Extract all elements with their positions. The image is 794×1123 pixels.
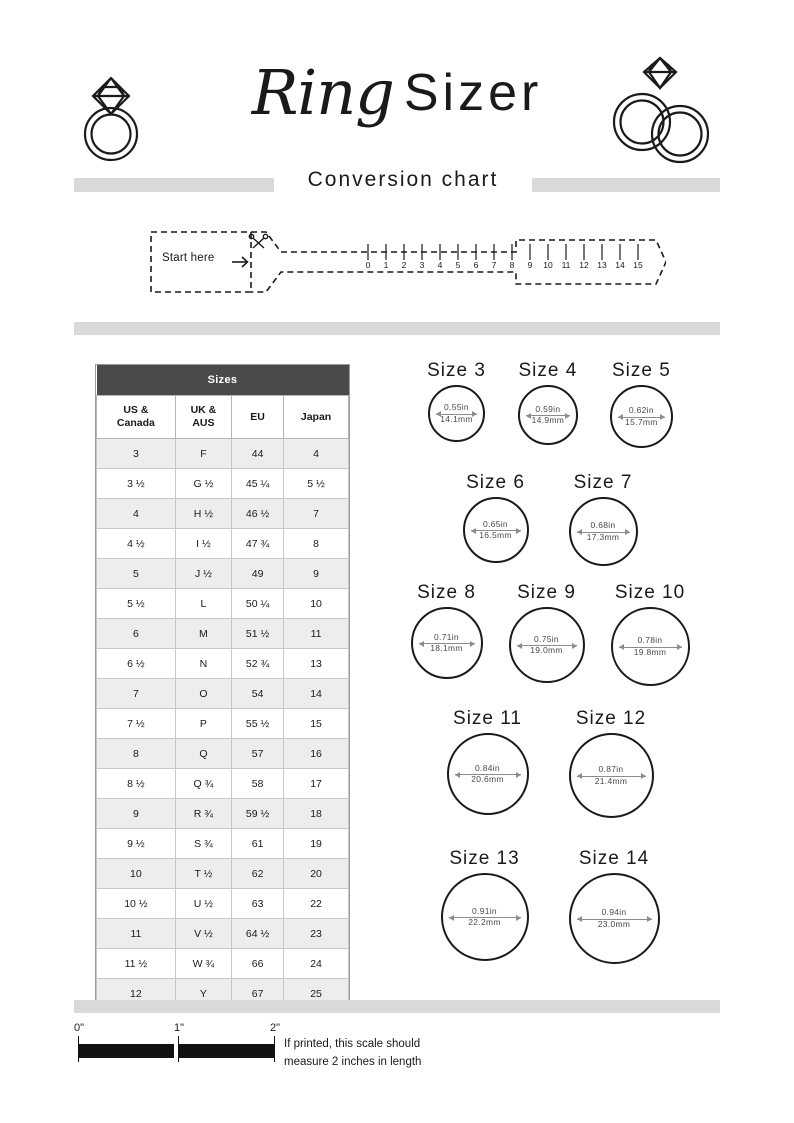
- scale-note: [284, 1036, 564, 1072]
- table-column-header: US & Canada: [97, 396, 176, 439]
- table-cell: 4: [284, 439, 349, 469]
- table-cell: 4: [97, 499, 176, 529]
- table-cell: O: [175, 679, 231, 709]
- table-cell: 7 ½: [97, 709, 176, 739]
- table-cell: 5: [97, 559, 176, 589]
- ring-row: [370, 848, 730, 965]
- ring-measurement: [598, 907, 631, 930]
- ring-size-label: Size 12: [575, 708, 647, 729]
- ring-measurement-mm: 19.8mm: [633, 646, 667, 657]
- ring-circle-holder: [569, 732, 654, 819]
- ring-size-label: Size 11: [453, 708, 522, 729]
- table-row: [97, 439, 349, 469]
- ring-measurement-mm: 21.4mm: [594, 775, 628, 786]
- table-cell: 64 ½: [232, 919, 284, 949]
- strip-tick-label: 14: [615, 260, 625, 270]
- table-cell: 6: [97, 619, 176, 649]
- ring-circle: [509, 607, 585, 683]
- scale-label-1: 1": [174, 1022, 185, 1034]
- table-row: [97, 919, 349, 949]
- printable-ring-sizer-strip: [146, 226, 666, 298]
- table-cell: P: [175, 709, 231, 739]
- table-cell: 67: [232, 979, 284, 1009]
- ring-circle-holder: [518, 384, 578, 446]
- strip-tick-label: 9: [527, 260, 533, 270]
- ring-measurement: [440, 402, 473, 425]
- ring-measurement-mm: 22.2mm: [468, 917, 501, 927]
- table-cell: 52 ¾: [232, 649, 284, 679]
- table-column-header: EU: [232, 396, 284, 439]
- ring-row: [370, 708, 730, 819]
- table-cell: 25: [284, 979, 349, 1009]
- table-cell: 8: [284, 529, 349, 559]
- subtitle-bar-right: [510, 178, 720, 192]
- table-cell: 5 ½: [97, 589, 176, 619]
- table-row: [97, 619, 349, 649]
- table-cell: Y: [175, 979, 231, 1009]
- ring-measurement: [430, 632, 463, 655]
- ring-circle-holder: [411, 606, 483, 680]
- table-cell: 11 ½: [97, 949, 176, 979]
- ring-size-label: Size 3: [427, 360, 486, 381]
- scale-tick-1: [178, 1036, 179, 1062]
- table-row: [97, 739, 349, 769]
- ring-size-diagram: [447, 708, 529, 819]
- ring-measurement-inches: 0.55in: [444, 402, 469, 413]
- strip-tick-label: 5: [455, 260, 461, 270]
- scale-bar-first-inch: [78, 1044, 174, 1058]
- strip-tick-label: 3: [419, 260, 425, 270]
- scale-label-2: 2": [270, 1022, 281, 1034]
- table-cell: 22: [284, 889, 349, 919]
- table-cell: 63: [232, 889, 284, 919]
- table-cell: 19: [284, 829, 349, 859]
- ring-measurement-inches: 0.59in: [535, 403, 561, 414]
- table-cell: R ¾: [175, 799, 231, 829]
- table-cell: 9: [97, 799, 176, 829]
- ring-size-label: Size 14: [578, 848, 650, 869]
- start-here-label: Start here: [162, 252, 215, 264]
- table-row: [97, 859, 349, 889]
- page-title-plain: Sizer: [403, 63, 543, 122]
- print-calibration-scale: [74, 1022, 720, 1088]
- table-cell: 54: [232, 679, 284, 709]
- ring-circle: [428, 385, 485, 442]
- size-conversion-table: [95, 364, 350, 1010]
- ring-size-diagram: [569, 848, 660, 965]
- double-diamond-ring-icon: [600, 52, 720, 177]
- table-cell: S ¾: [175, 829, 231, 859]
- table-row: [97, 559, 349, 589]
- ring-measurement-inches: 0.75in: [534, 633, 559, 644]
- strip-tick-label: 0: [365, 260, 371, 270]
- table-cell: Q ¾: [175, 769, 231, 799]
- table-cell: 47 ¾: [232, 529, 284, 559]
- strip-tick-label: 1: [383, 260, 389, 270]
- ring-measurement-mm: 16.5mm: [479, 530, 512, 540]
- ring-circle-holder: [569, 872, 660, 965]
- table-cell: 8: [97, 739, 176, 769]
- ring-size-diagram: [463, 472, 529, 567]
- divider-bar-top: [74, 322, 720, 335]
- ring-measurement-inches: 0.91in: [472, 905, 497, 916]
- table-cell: 61: [232, 829, 284, 859]
- subtitle-bar-left: [74, 178, 284, 192]
- table-cell: 51 ½: [232, 619, 284, 649]
- ring-circle-holder: [427, 384, 486, 443]
- table-column-headers: [97, 396, 349, 439]
- table-cell: 16: [284, 739, 349, 769]
- table-cell: 12: [97, 979, 176, 1009]
- table-title: Sizes: [97, 365, 349, 396]
- table-cell: 13: [284, 649, 349, 679]
- ring-size-diagram: [441, 848, 529, 965]
- ring-measurement-mm: 17.3mm: [586, 531, 620, 542]
- ring-circle: [411, 607, 483, 679]
- ring-size-label: Size 6: [466, 472, 525, 493]
- ring-size-label: Size 8: [417, 582, 476, 603]
- ring-circle-holder: [441, 872, 529, 962]
- table-cell: N: [175, 649, 231, 679]
- table-cell: 8 ½: [97, 769, 176, 799]
- table-cell: 14: [284, 679, 349, 709]
- ring-circle: [463, 497, 529, 563]
- ring-measurement-mm: 19.0mm: [530, 645, 563, 655]
- ring-measurement-inches: 0.94in: [601, 907, 627, 918]
- table-cell: 7: [97, 679, 176, 709]
- table-cell: U ½: [175, 889, 231, 919]
- table-cell: H ½: [175, 499, 231, 529]
- ring-size-diagram: [427, 360, 486, 449]
- ring-size-diagram: [610, 360, 673, 449]
- table-cell: 45 ¼: [232, 469, 284, 499]
- ring-measurement-mm: 23.0mm: [597, 918, 631, 929]
- table-cell: 50 ¼: [232, 589, 284, 619]
- ring-circle: [569, 873, 660, 964]
- table-cell: I ½: [175, 529, 231, 559]
- table-cell: 4 ½: [97, 529, 176, 559]
- scale-bar-second-inch: [178, 1044, 274, 1058]
- table-row: [97, 949, 349, 979]
- ring-circle-holder: [463, 496, 529, 564]
- table-row: [97, 589, 349, 619]
- table-cell: 5 ½: [284, 469, 349, 499]
- ring-size-label: Size 5: [612, 360, 671, 381]
- ring-size-label: Size 4: [518, 360, 578, 381]
- ring-measurement-inches: 0.84in: [475, 762, 500, 773]
- table-row: [97, 529, 349, 559]
- table-cell: 46 ½: [232, 499, 284, 529]
- table-cell: 18: [284, 799, 349, 829]
- ring-measurement: [468, 906, 501, 929]
- ring-measurement: [595, 764, 628, 787]
- table-cell: 55 ½: [232, 709, 284, 739]
- ring-measurement-inches: 0.71in: [434, 631, 459, 642]
- ring-size-diagram: [611, 582, 690, 687]
- table-cell: M: [175, 619, 231, 649]
- table-cell: 23: [284, 919, 349, 949]
- strip-tick-label: 2: [401, 260, 407, 270]
- table-cell: 6 ½: [97, 649, 176, 679]
- ring-size-label: Size 9: [517, 582, 576, 603]
- ring-measurement-inches: 0.68in: [590, 520, 616, 531]
- ring-circle-holder: [569, 496, 638, 567]
- table-cell: 7: [284, 499, 349, 529]
- ring-circle: [569, 497, 638, 566]
- table-row: [97, 889, 349, 919]
- ring-measurement-mm: 15.7mm: [625, 416, 658, 427]
- strip-tick-label: 7: [491, 260, 497, 270]
- ring-circle: [569, 733, 654, 818]
- table-column-header: Japan: [284, 396, 349, 439]
- table-cell: 62: [232, 859, 284, 889]
- strip-tick-label: 8: [509, 260, 515, 270]
- table-cell: V ½: [175, 919, 231, 949]
- strip-tick-label: 6: [473, 260, 479, 270]
- ring-circle-holder: [509, 606, 585, 684]
- ring-measurement: [471, 763, 504, 786]
- table-cell: 11: [97, 919, 176, 949]
- ring-size-label: Size 10: [614, 582, 686, 603]
- scale-note-line1: If printed, this scale should: [284, 1038, 421, 1050]
- table-cell: L: [175, 589, 231, 619]
- table-cell: 58: [232, 769, 284, 799]
- page-header: [0, 38, 794, 168]
- strip-tick-labels: [146, 260, 666, 274]
- table-row: [97, 679, 349, 709]
- ring-size-diagram: [569, 472, 638, 567]
- ring-circle: [611, 607, 690, 686]
- ring-measurement-inches: 0.87in: [598, 764, 624, 775]
- table-cell: 59 ½: [232, 799, 284, 829]
- ring-size-diagram: [518, 360, 578, 449]
- strip-tick-label: 12: [579, 260, 589, 270]
- table-cell: 66: [232, 949, 284, 979]
- table-row: [97, 709, 349, 739]
- table-row: [97, 499, 349, 529]
- ring-measurement-inches: 0.62in: [628, 405, 654, 416]
- ring-measurement-mm: 14.9mm: [531, 415, 565, 425]
- ring-circle-holder: [611, 606, 690, 687]
- table-cell: 10: [97, 859, 176, 889]
- page-title-script: Ring: [251, 56, 394, 129]
- ring-circle: [447, 733, 529, 815]
- ring-size-label: Size 7: [573, 472, 633, 493]
- ring-circle-holder: [610, 384, 673, 449]
- ring-measurement-inches: 0.65in: [483, 518, 508, 529]
- table-row: [97, 649, 349, 679]
- table-cell: 3: [97, 439, 176, 469]
- ring-row: [370, 582, 730, 687]
- strip-tick-label: 15: [633, 260, 643, 270]
- scale-tick-0: [78, 1036, 79, 1062]
- table-cell: 17: [284, 769, 349, 799]
- ring-circle: [518, 385, 578, 445]
- table-cell: J ½: [175, 559, 231, 589]
- ring-circle: [441, 873, 529, 961]
- divider-bar-bottom: [74, 1000, 720, 1013]
- subtitle-band: [74, 168, 720, 192]
- ring-size-label: Size 13: [449, 848, 520, 869]
- ring-row: [370, 360, 730, 449]
- table-column-header: UK & AUS: [175, 396, 231, 439]
- ring-measurement: [587, 520, 620, 543]
- scale-tick-2: [274, 1036, 275, 1062]
- table-cell: 3 ½: [97, 469, 176, 499]
- ring-size-diagram: [509, 582, 585, 687]
- ring-measurement: [532, 404, 565, 427]
- subtitle-text: Conversion chart: [274, 168, 532, 192]
- scale-label-0: 0": [74, 1022, 85, 1034]
- table-cell: 10 ½: [97, 889, 176, 919]
- table-cell: F: [175, 439, 231, 469]
- ring-circle-holder: [447, 732, 529, 816]
- ring-measurement-mm: 20.6mm: [471, 774, 504, 784]
- strip-tick-label: 10: [543, 260, 553, 270]
- table-cell: T ½: [175, 859, 231, 889]
- ring-size-diagram: [569, 708, 654, 819]
- table-cell: 49: [232, 559, 284, 589]
- strip-tick-label: 11: [561, 260, 571, 270]
- ring-circle: [610, 385, 673, 448]
- table-body: [97, 439, 349, 1009]
- table-cell: 24: [284, 949, 349, 979]
- table-cell: 10: [284, 589, 349, 619]
- ring-measurement-mm: 18.1mm: [430, 643, 463, 653]
- table-cell: 57: [232, 739, 284, 769]
- ring-measurement: [479, 519, 512, 542]
- table-row: [97, 829, 349, 859]
- table-cell: 15: [284, 709, 349, 739]
- ring-measurement: [530, 634, 563, 657]
- table-row: [97, 799, 349, 829]
- ring-measurement: [634, 635, 667, 658]
- table-cell: 11: [284, 619, 349, 649]
- table-cell: W ¾: [175, 949, 231, 979]
- table-cell: 20: [284, 859, 349, 889]
- ring-row: [370, 472, 730, 567]
- strip-tick-label: 13: [597, 260, 607, 270]
- table-cell: 9 ½: [97, 829, 176, 859]
- table-row: [97, 469, 349, 499]
- ring-diameter-diagrams: [370, 360, 730, 980]
- table-cell: Q: [175, 739, 231, 769]
- table-cell: G ½: [175, 469, 231, 499]
- table-cell: 9: [284, 559, 349, 589]
- strip-tick-label: 4: [437, 260, 443, 270]
- ring-measurement: [625, 405, 658, 428]
- scale-note-line2: measure 2 inches in length: [284, 1055, 422, 1068]
- ring-size-diagram: [411, 582, 483, 687]
- ring-measurement-inches: 0.78in: [637, 635, 663, 646]
- ring-measurement-mm: 14.1mm: [440, 413, 473, 424]
- table-cell: 44: [232, 439, 284, 469]
- table-row: [97, 769, 349, 799]
